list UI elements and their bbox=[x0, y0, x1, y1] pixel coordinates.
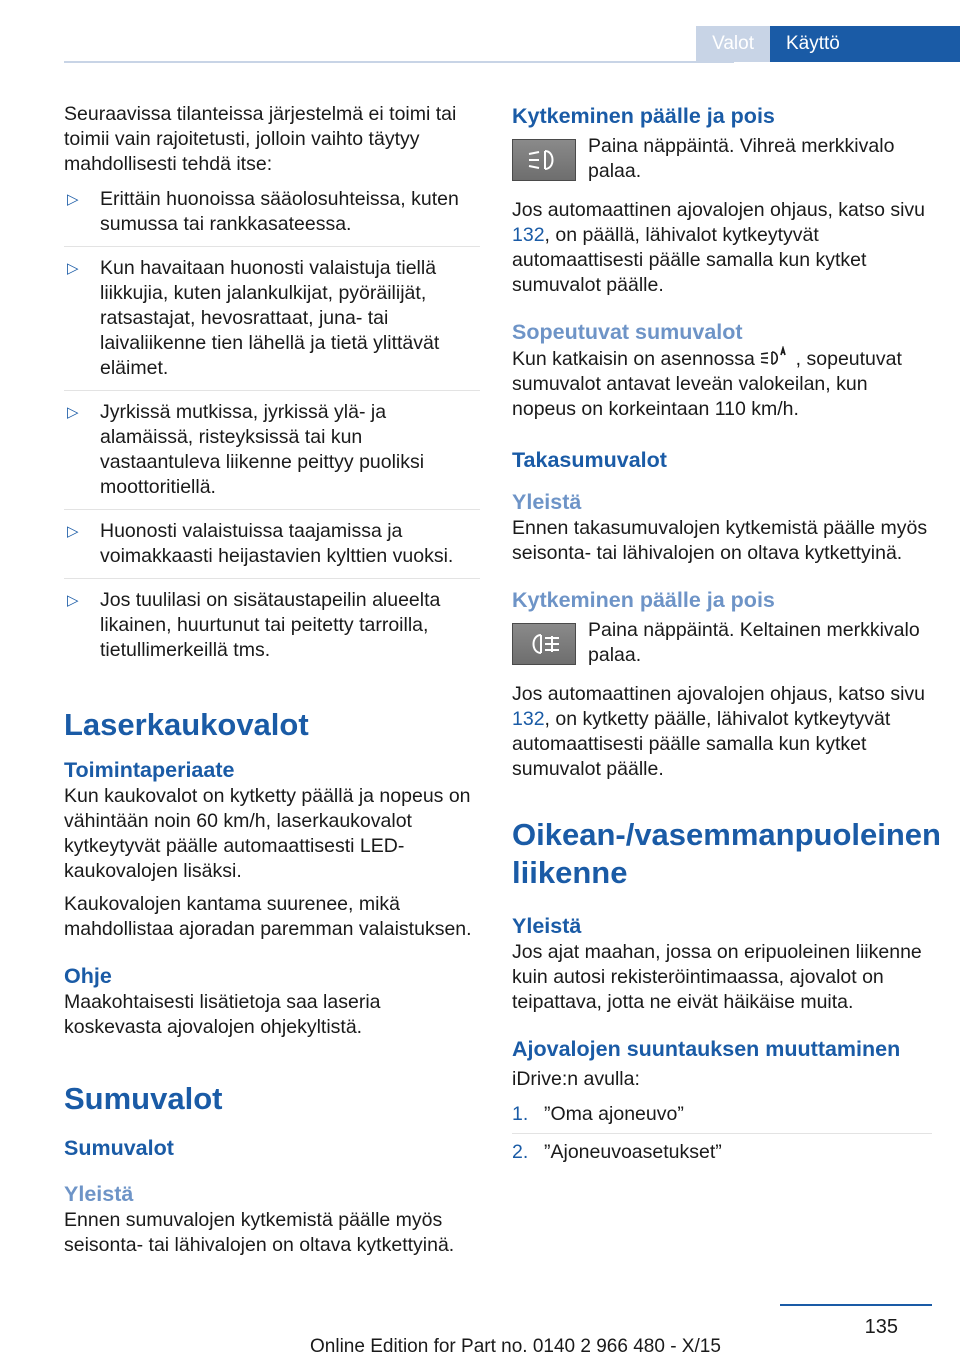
rear-fog-general-heading: Yleistä bbox=[512, 490, 582, 514]
list-item: 2. ”Ajoneuvoasetukset” bbox=[512, 1141, 722, 1163]
list-item: ▷ Kun havaitaan huonosti valaistuja tiellä liikkujia, kuten jalankulkijat, pyöräilijät, ratsastajat, hevosrattaat, juna- tai laivaliikenne tien lähellä ja tietä ylittävät eläimet. bbox=[64, 256, 480, 391]
front-fog-light-icon bbox=[527, 149, 561, 171]
laser-title: Laserkaukovalot bbox=[64, 707, 309, 742]
laser-paragraph: Kun kaukovalot on kytketty päällä ja nopeus on vähintään noin 60 km/h, laserkaukovalot kytkeytyvät päälle automaattisesti LED-kaukovalojen lisäksi. bbox=[64, 785, 471, 882]
traffic-general-heading: Yleistä bbox=[512, 914, 582, 938]
rear-fog-button-text: Paina näppäintä. Keltainen merkkivalo palaa. bbox=[588, 619, 920, 666]
chapter-tab[interactable]: Käyttö bbox=[770, 26, 960, 62]
page-link[interactable]: 132 bbox=[512, 708, 545, 730]
triangle-bullet-icon: ▷ bbox=[67, 592, 79, 609]
laser-paragraph-2: Kaukovalojen kantama suurenee, mikä mahdollistaa ajoradan paremman valaistuksen. bbox=[64, 893, 472, 940]
rear-fog-button-row bbox=[512, 618, 932, 668]
idrive-paragraph: iDrive:n avulla: bbox=[512, 1068, 640, 1090]
list-item: 1. ”Oma ajoneuvo” bbox=[512, 1102, 932, 1134]
list-item: ▷ Jos tuulilasi on sisätaustapeilin alueelta likainen, huurtunut tai peitetty tarroilla, tietullimerkeillä tms. bbox=[67, 589, 441, 661]
note-paragraph: Maakohtaisesti lisätietoja saa laseria koskevasta ajovalojen ohjekyltistä. bbox=[64, 991, 381, 1038]
edition-footer: Online Edition for Part no. 0140 2 966 480 - X/15 bbox=[310, 1336, 721, 1357]
note-heading: Ohje bbox=[64, 964, 112, 988]
front-fog-paragraph: Jos automaattinen ajovalojen ohjaus, katso sivu 132, on päällä, lähivalot kytkeytyvät automaattisesti päälle samalla kun kytket sumuvalot päälle. bbox=[512, 199, 926, 296]
header-tabs bbox=[696, 26, 960, 62]
footer-divider bbox=[780, 1304, 932, 1306]
intro-paragraph: Seuraavissa tilanteissa järjestelmä ei toimi tai toimii vain rajoitetusti, jolloin vaihto täytyy mahdollisesti tehdä itse: bbox=[64, 103, 457, 175]
triangle-bullet-icon: ▷ bbox=[67, 404, 79, 421]
laser-principle-heading: Toimintaperiaate bbox=[64, 758, 235, 782]
left-column bbox=[64, 102, 480, 1258]
traffic-title: Oikean-/vasemmanpuoleinen liikenne bbox=[512, 817, 941, 890]
conditions-list bbox=[64, 187, 480, 672]
triangle-bullet-icon: ▷ bbox=[67, 523, 79, 540]
adaptive-fog-paragraph: Kun katkaisin on asennossa , sopeutuvat sumuvalot antavat leveän valokeilan, kun nopeus on korkeintaan 110 km/h. bbox=[512, 348, 902, 420]
fog-paragraph: Ennen sumuvalojen kytkemistä päälle myös seisonta- tai lähivalojen on oltava kytkettyinä. bbox=[64, 1209, 455, 1256]
list-item: ▷ Erittäin huonoissa sääolosuhteissa, kuten sumussa tai rankkasateessa. bbox=[64, 187, 480, 247]
headlight-alignment-heading: Ajovalojen suuntauksen muuttaminen bbox=[512, 1037, 901, 1061]
fog-subheading: Sumuvalot bbox=[64, 1136, 174, 1160]
front-fog-switch-heading: Kytkeminen päälle ja pois bbox=[512, 104, 775, 128]
page-link[interactable]: 132 bbox=[512, 224, 545, 246]
right-column bbox=[512, 102, 941, 1177]
rear-fog-paragraph-2: Jos automaattinen ajovalojen ohjaus, katso sivu 132, on kytketty päälle, lähivalot kytkeytyvät automaattisesti päälle samalla kun kytket sumuvalot päälle. bbox=[512, 683, 926, 780]
rear-fog-paragraph: Ennen takasumuvalojen kytkemistä päälle myös seisonta- tai lähivalojen on oltava kytkettyinä. bbox=[512, 517, 928, 564]
list-item: ▷ Jyrkissä mutkissa, jyrkissä ylä- ja alamäissä, risteyksissä tai kun vastaantuleva liikenne peittyy puoliksi moottoritiellä. bbox=[64, 400, 480, 510]
fog-title: Sumuvalot bbox=[64, 1081, 223, 1116]
front-fog-button-text: Paina näppäintä. Vihreä merkkivalo palaa. bbox=[588, 135, 895, 182]
rear-fog-switch-heading: Kytkeminen päälle ja pois bbox=[512, 588, 775, 612]
section-tab[interactable]: Valot bbox=[696, 26, 770, 62]
rear-fog-light-icon bbox=[527, 633, 561, 655]
triangle-bullet-icon: ▷ bbox=[67, 260, 79, 277]
steps-list bbox=[512, 1102, 932, 1171]
header-divider bbox=[64, 61, 734, 63]
page-number: 135 bbox=[864, 1316, 898, 1338]
adaptive-fog-heading: Sopeutuvat sumuvalot bbox=[512, 320, 743, 344]
front-fog-button-row bbox=[512, 134, 932, 184]
list-item: ▷ Huonosti valaistuissa taajamissa ja voimakkaasti heijastavien kylttien vuoksi. bbox=[64, 519, 480, 579]
traffic-paragraph: Jos ajat maahan, jossa on eripuoleinen liikenne kuin autosi rekisteröintimaassa, ajovalot on teipattava, jotta ne eivät häikäise muita. bbox=[512, 941, 922, 1013]
rear-fog-title: Takasumuvalot bbox=[512, 448, 667, 472]
auto-fog-switch-icon bbox=[760, 346, 790, 368]
front-fog-button-icon[interactable] bbox=[512, 139, 576, 181]
fog-general-heading: Yleistä bbox=[64, 1182, 134, 1206]
triangle-bullet-icon: ▷ bbox=[67, 191, 79, 208]
rear-fog-button-icon[interactable] bbox=[512, 623, 576, 665]
